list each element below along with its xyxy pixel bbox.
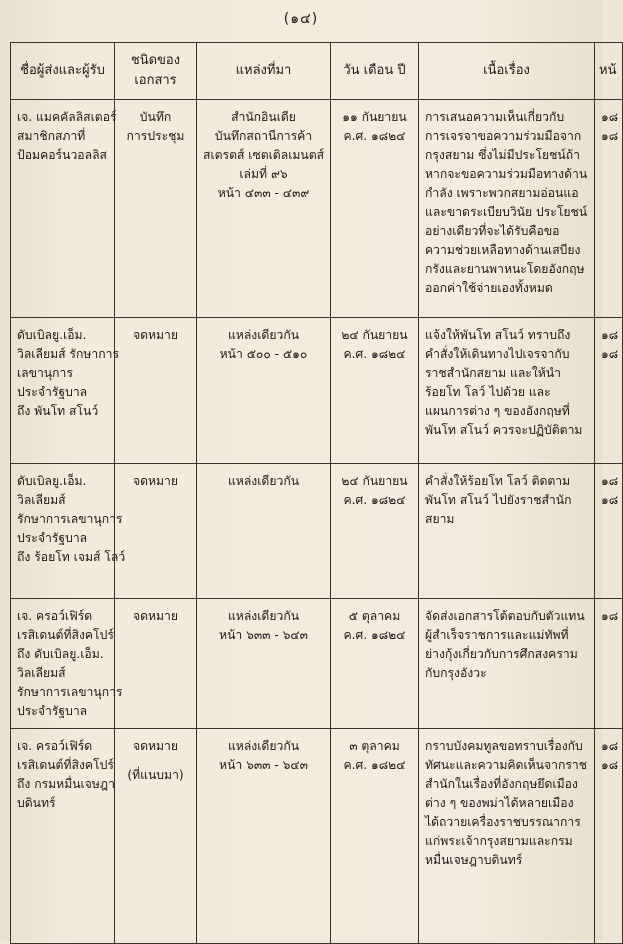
table-row [11, 100, 623, 318]
cell-cut: ๑๘ ๑๘ [595, 729, 623, 944]
header-cut: หน้ [595, 43, 623, 100]
cell-cut: ๑๘ ๑๘ [595, 318, 623, 464]
page-number: (๑๔) [283, 11, 319, 27]
header-sender: ชื่อผู้ส่งและผู้รับ [11, 43, 115, 100]
cell-sender: เจ. ครอว์เฟิร์ด เรสิเดนต์ที่สิงคโปร์ ถึง ดับเบิลยู.เอ็ม. วิลเลียมส์ รักษาการเลขานุการ ประจำรัฐบาล [11, 599, 115, 729]
cell-content: จัดส่งเอกสารโต้ตอบกับตัวแทน ผู้สำเร็จราชการและแม่ทัพที่ ย่างกุ้งเกี่ยวกับการศึกสงคราม กับกรุงอังวะ [419, 599, 595, 729]
cell-cut: ๑๘ ๑๘ [595, 464, 623, 599]
cell-doc-type: จดหมาย (ที่แนบมา) [115, 729, 197, 944]
cell-doc-type: จดหมาย [115, 599, 197, 729]
cell-date: ๒๔ กันยายน ค.ศ. ๑๘๒๔ [331, 318, 419, 464]
cell-sender: ดับเบิลยู.เอ็ม. วิลเลียมส์ รักษาการเลขานุการ ประจำรัฐบาล ถึง ร้อยโท เจมส์ โลว์ [11, 464, 115, 599]
cell-source: แหล่งเดียวกัน [197, 464, 331, 599]
cell-cut: ๑๘ [595, 599, 623, 729]
table-row [11, 599, 623, 729]
cell-sender: เจ. ครอว์เฟิร์ด เรสิเดนต์ที่สิงคโปร์ ถึง กรมหมื่นเจษฎา บดินทร์ [11, 729, 115, 944]
cell-date: ๒๔ กันยายน ค.ศ. ๑๘๒๔ [331, 464, 419, 599]
cell-source: แหล่งเดียวกัน หน้า ๖๓๓ - ๖๔๓ [197, 729, 331, 944]
cell-date: ๑๑ กันยายน ค.ศ. ๑๘๒๔ [331, 100, 419, 318]
cell-content: การเสนอความเห็นเกี่ยวกับ การเจรจาขอความร่วมมือจาก กรุงสยาม ซึ่งไม่มีประโยชน์ถ้า หากจะขอความร่วมมือทางด้าน กำลัง เพราะพวกสยามอ่อนแอ และขาดระเบียบวินัย ประโยชน์ อย่างเดียวที่จะได้รับคือขอ ความช่วยเหลือทางด้านเสบียง กรังและยานพาหนะโดยอังกฤษ ออกค่าใช้จ่ายเองทั้งหมด [419, 100, 595, 318]
cell-source: แหล่งเดียวกัน หน้า ๖๓๓ - ๖๔๓ [197, 599, 331, 729]
cell-cut: ๑๘ ๑๘ [595, 100, 623, 318]
cell-source: แหล่งเดียวกัน หน้า ๕๐๐ - ๕๑๐ [197, 318, 331, 464]
cell-date: ๓ ตุลาคม ค.ศ. ๑๘๒๔ [331, 729, 419, 944]
header-doc-type: ชนิดของ เอกสาร [115, 43, 197, 100]
header-content: เนื้อเรื่อง [419, 43, 595, 100]
cell-content: คำสั่งให้ร้อยโท โลว์ ติดตาม พันโท สโนว์ ไปยังราชสำนัก สยาม [419, 464, 595, 599]
header-date: วัน เดือน ปี [331, 43, 419, 100]
table-header-row [11, 43, 623, 100]
cell-content: แจ้งให้พันโท สโนว์ ทราบถึง คำสั่งให้เดินทางไปเจรจากับ ราชสำนักสยาม และให้นำ ร้อยโท โลว์ ไปด้วย และ แผนการต่าง ๆ ของอังกฤษที่ พันโท สโนว์ ควรจะปฏิบัติตาม [419, 318, 595, 464]
document-table [10, 42, 623, 944]
cell-sender: เจ. แมคคัลลิสเตอร์ สมาชิกสภาที่ ป้อมคอร์นวอลลิส [11, 100, 115, 318]
cell-sender: ดับเบิลยู.เอ็ม. วิลเลียมส์ รักษาการ เลขานุการ ประจำรัฐบาล ถึง พันโท สโนว์ [11, 318, 115, 464]
header-source: แหล่งที่มา [197, 43, 331, 100]
table-row [11, 318, 623, 464]
table-row [11, 464, 623, 599]
cell-doc-type: จดหมาย [115, 318, 197, 464]
cell-doc-type: จดหมาย [115, 464, 197, 599]
cell-content: กราบบังคมทูลขอทราบเรื่องกับ ทัศนะและความคิดเห็นจากราช สำนักในเรื่องที่อังกฤษยึดเมือง ต่าง ๆ ของพม่าได้หลายเมือง ได้ถวายเครื่องราชบรรณาการ แก่พระเจ้ากรุงสยามและกรม หมื่นเจษฎาบดินทร์ [419, 729, 595, 944]
cell-date: ๕ ตุลาคม ค.ศ. ๑๘๒๔ [331, 599, 419, 729]
table-row [11, 729, 623, 944]
cell-source: สำนักอินเดีย บันทึกสถานีการค้า สเตรตส์ เซตเติลเมนตส์ เล่มที่ ๙๖ หน้า ๔๓๓ - ๔๓๙ [197, 100, 331, 318]
cell-doc-type: บันทึก การประชุม [115, 100, 197, 318]
